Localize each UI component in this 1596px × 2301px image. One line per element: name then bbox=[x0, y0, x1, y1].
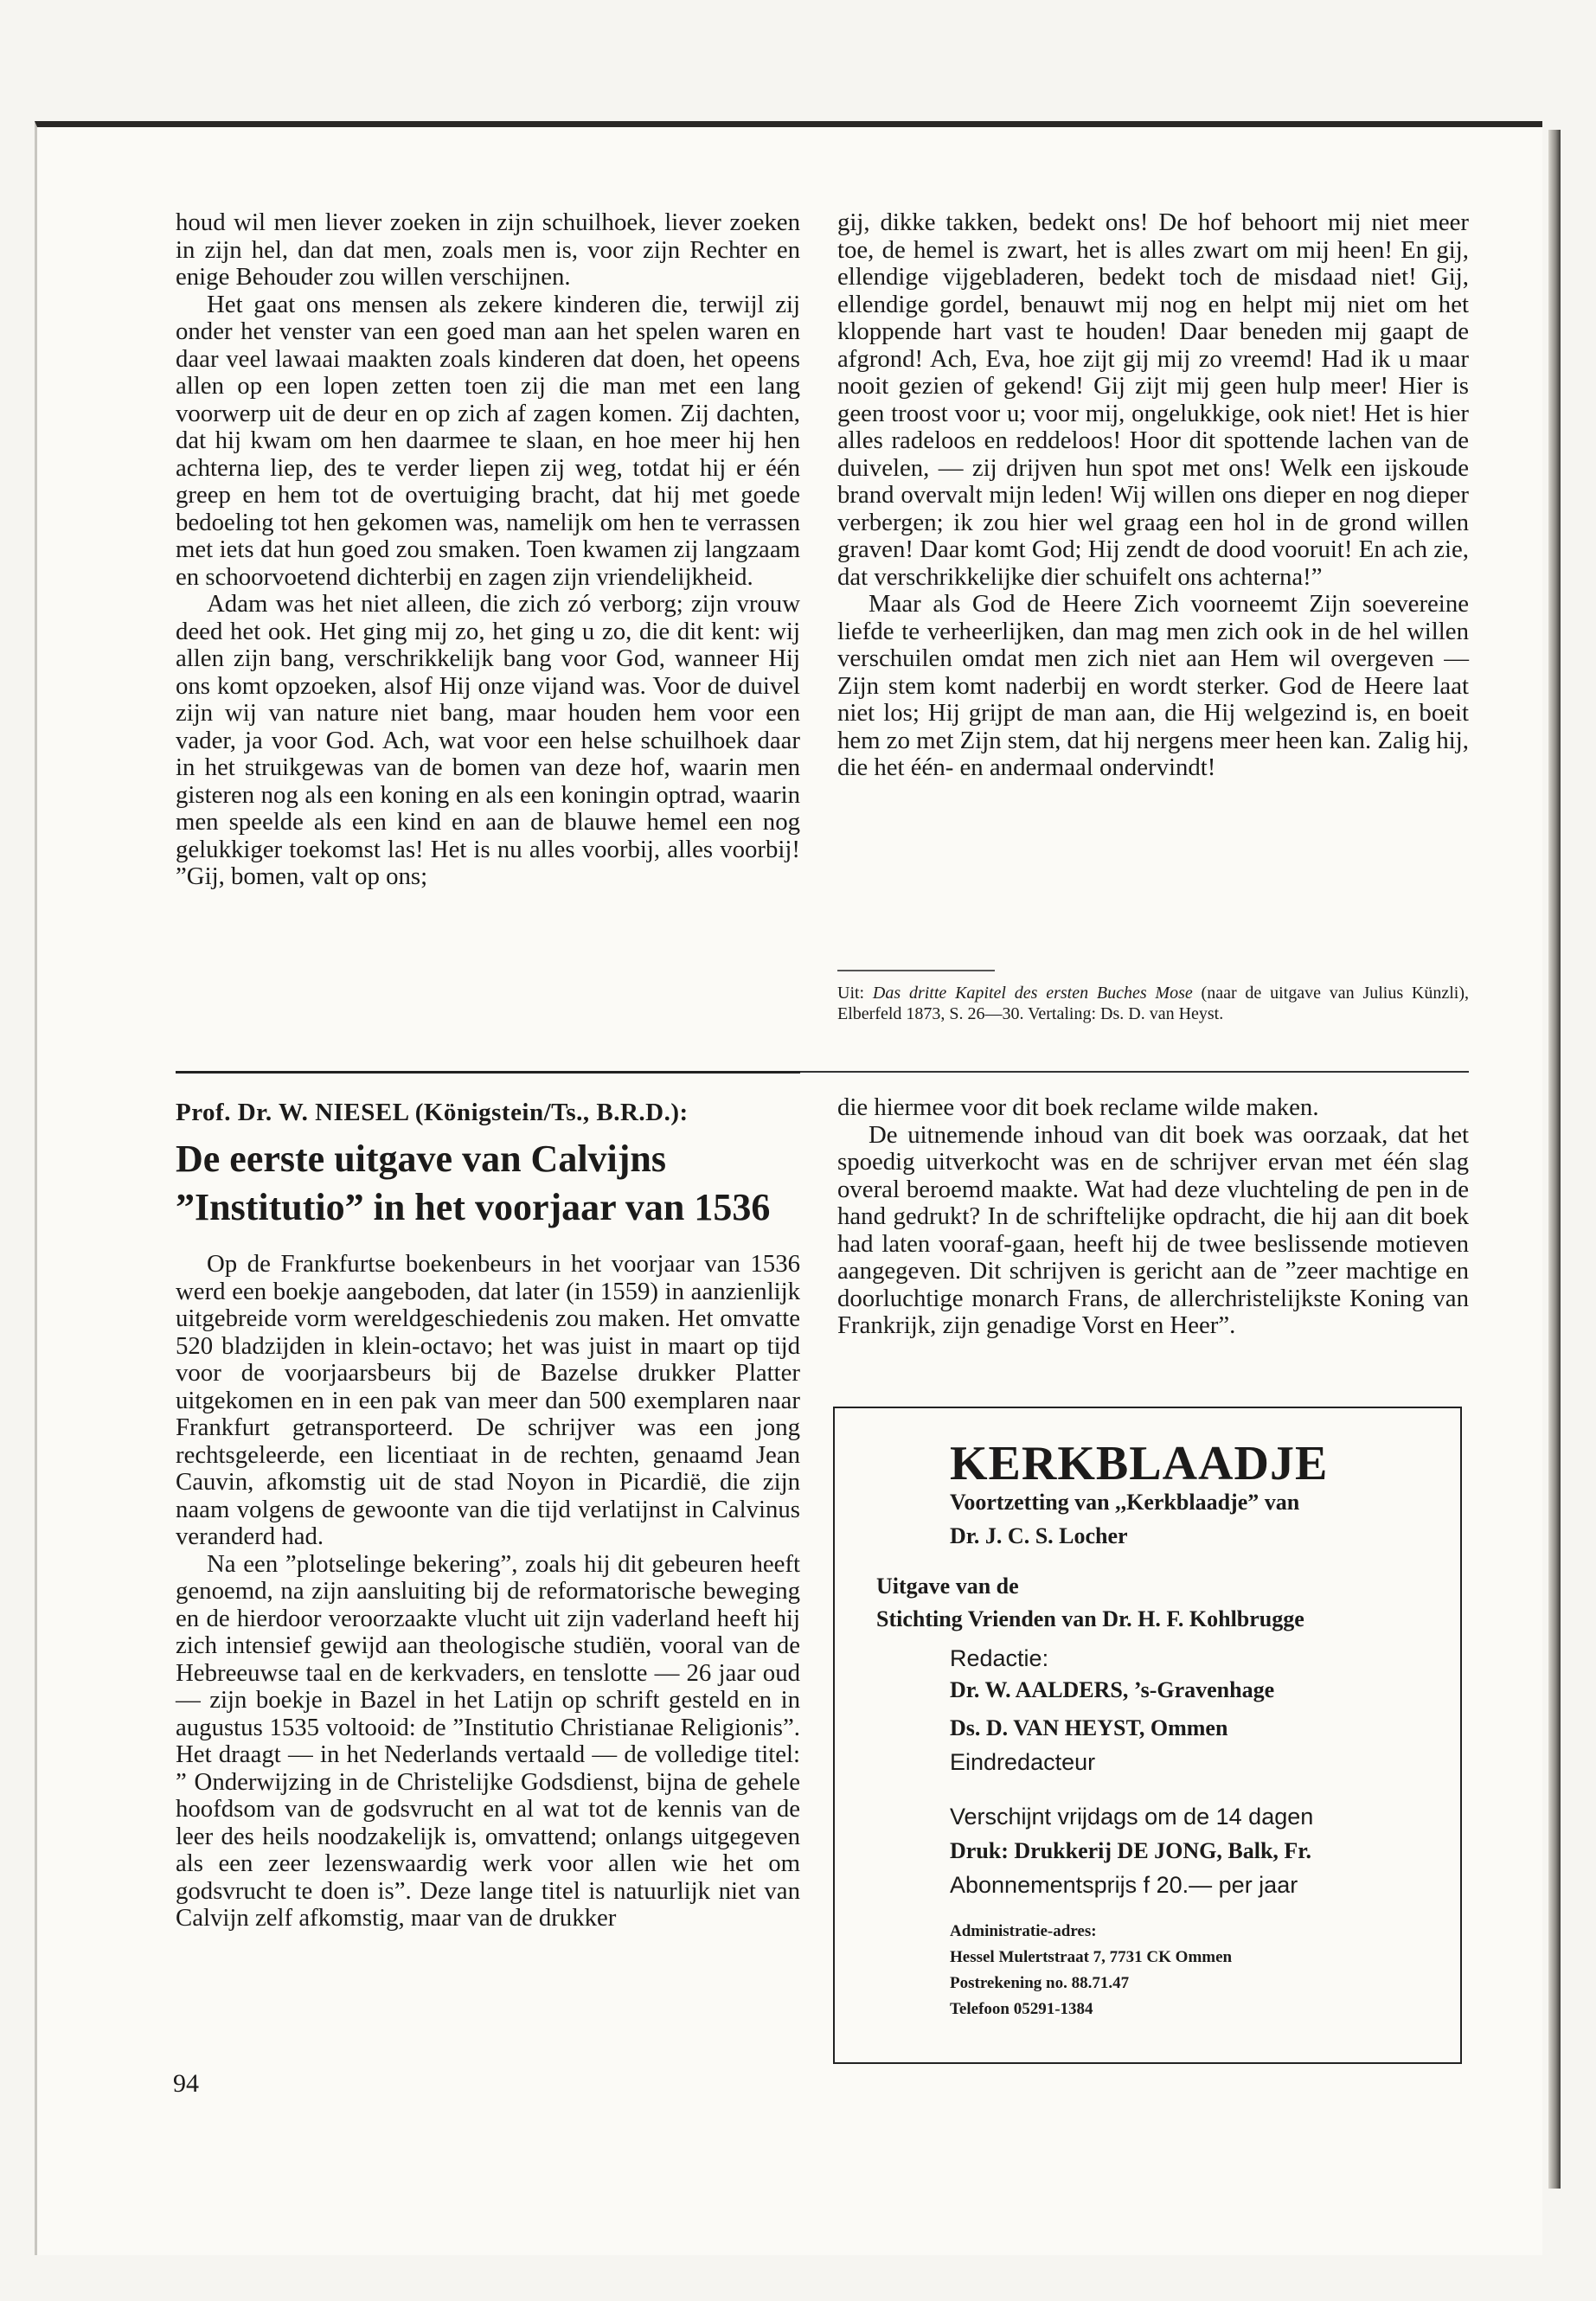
source-title: Das dritte Kapitel des ersten Buches Mose bbox=[872, 984, 1193, 1003]
paragraph: Na een ”plotselinge bekering”, zoals hij dit gebeuren heeft genoemd, na zijn aansluiting bij de reformatorische beweging en de hierdoor veroorzaakte vlucht uit zijn vaderland heeft hij zich intensief gewijd aan theologische studiën, vooral van de Hebreeuwse taal en de kerkvaders, en tenslotte — 26 jaar oud — zijn boekje in Bazel in het Latijn op schrift gesteld en in augustus 1535 voltooid: de ”Institutio Christianae Religionis”. Het draagt — in het Nederlands vertaald — de volledige titel: ” Onderwijzing in de Christelijke Godsdienst, bijna de gehele hoofdsom van de godsvrucht en al wat tot de kennis van de leer des heils noodzakelijk is, omvattend; onlangs uitgegeven als een zeer lezenswaardig werk voor allen wie het om godsvrucht te doen is”. Deze lange titel is natuurlijk niet van Calvijn zelf afkomstig, maar van de drukker bbox=[176, 1549, 800, 1932]
top-left-column bbox=[176, 209, 800, 891]
editorial-label: Redactie: bbox=[950, 1645, 1049, 1671]
paragraph: die hiermee voor dit boek reclame wilde maken. bbox=[837, 1093, 1319, 1121]
source-prefix: Uit: bbox=[837, 984, 873, 1003]
subscription-price: Abonnementsprijs f 20.— per jaar bbox=[950, 1872, 1298, 1898]
masthead-content bbox=[833, 1407, 1462, 2064]
source-note bbox=[837, 983, 1469, 1024]
paragraph: Op de Frankfurtse boekenbeurs in het voorjaar van 1536 werd een boekje aangeboden, dat later (in 1559) in aanzienlijk uitgebreide vorm wereldgeschiedenis zou maken. Het omvatte 520 bladzijden in klein-octavo; het was juist in maart op tijd voor de voorjaarsbeurs bij de Bazelse drukker Platter uitgekomen en in een pak van meer dan 500 exemplaren naar Frankfurt getransporteerd. De schrijver was een jong rechtsgeleerde, een licentiaat in de rechten, genaamd Jean Cauvin, afkomstig uit de stad Noyon in Picardië, die zijn naam volgens de gewoonte van die tijd verlatijnst in Calvinus veranderd had. bbox=[176, 1250, 800, 1550]
page-number: 94 bbox=[173, 2069, 199, 2098]
admin-label: Administratie-adres: bbox=[950, 1922, 1097, 1940]
paragraph: Adam was het niet alleen, die zich zó verborg; zijn vrouw deed het ook. Het ging mij zo, het ging u zo, die dit kent: wij allen zijn bang, verschrikkelijk bang voor God, wanneer Hij ons komt opzoeken, alsof Hij onze vijand was. Voor de duivel zijn wij van nature niet bang, maar houden hem voor een vader, ja voor God. Ach, wat voor een helse schuilhoek daar in het struikgewas van de bomen van deze hof, waarin men gisteren nog als een koning en als een koningin optrad, waarin men speelde als een kind en aan de blauwe hemel een nog gelukkiger toekomst las! Het is nu alles voorbij, alles voorbij! ”Gij, bomen, valt op ons; bbox=[176, 590, 800, 890]
paragraph: houd wil men liever zoeken in zijn schuilhoek, liever zoeken in zijn hel, dan dat men, zoals men is, voor zijn Rechter en enige Behouder zou willen verschijnen. bbox=[176, 208, 800, 291]
phone: Telefoon 05291-1384 bbox=[950, 2000, 1093, 2018]
paragraph: De uitnemende inhoud van dit boek was oorzaak, dat het spoedig uitverkocht was en de schrijver ervan met één slag overal beroemd maakte. Wat had deze vluchteling de pen in de hand gedrukt? In de schriftelijke opdracht, die hij aan dit boek had laten vooraf-gaan, heeft hij de twee beslissende motieven aangegeven. Dit schrijven is gericht aan de ”zeer machtige en doorluchtige monarch Frans, de allerchristelijkste Koning van Frankrijk, zijn genadige Vorst en Heer”. bbox=[837, 1120, 1469, 1339]
paragraph: gij, dikke takken, bedekt ons! De hof behoort mij niet meer toe, de hemel is zwart, het is alles zwart om mij heen! En gij, ellendige vijgebladeren, bedekt toch de misdaad niet! Gij, ellendige gordel, benauwt mij nog en helpt mij niet om het kloppende hart vast te houden! Daar beneden mij gaapt de afgrond! Ach, Eva, hoe zijt gij mij zo vreemd! Had ik u maar nooit gezien of gekend! Gij zijt mij geen hulp meer! Hier is geen troost voor u; voor mij, ongelukkige, ook niet! Het is hier alles radeloos en reddeloos! Hoor dit spottende lachen van de duivelen, — zij drijven hun spot met ons! Welk een ijskoude brand overvalt mijn leden! Wij willen ons dieper en nog dieper verbergen; ik zou hier wel graag een hol in de grond willen graven! Daar komt God; Hij zendt de dood vooruit! En ach zie, dat verschrikkelijke dier schuifelt ons achterna!” bbox=[837, 208, 1469, 591]
admin-address: Hessel Mulertstraat 7, 7731 CK Ommen bbox=[950, 1948, 1233, 1966]
masthead-subtitle: Voortzetting van ,,Kerkblaadje” van bbox=[950, 1490, 1300, 1515]
masthead-subtitle: Dr. J. C. S. Locher bbox=[950, 1523, 1128, 1548]
printer: Druk: Drukkerij DE JONG, Balk, Fr. bbox=[950, 1838, 1311, 1863]
paragraph: Het gaat ons mensen als zekere kinderen die, terwijl zij onder het venster van een goed man aan het spelen waren en daar veel lawaai maakten zoals kinderen dat doen, het opeens allen op een lopen zetten toen zij die man met een lang voorwerp uit de deur en op zich af zagen komen. Zij dachten, dat hij kwam om hen daarmee te slaan, en hoe meer hij hen achterna liep, des te verder liepen zij weg, totdat hij er één greep en hem tot de overtuiging bracht, dat hij met goede bedoeling tot hen gekomen was, namelijk om hen te verrassen met iets dat hun goed zou smaken. Toen kwamen zij langzaam en schoorvoetend dichterbij en zagen zijn vriendelijkheid. bbox=[176, 290, 800, 591]
editor: Ds. D. VAN HEYST, Ommen bbox=[950, 1715, 1228, 1740]
article-byline: Prof. Dr. W. NIESEL (Königstein/Ts., B.R.D.): bbox=[176, 1099, 689, 1126]
source-suffix: (naar de uitgave van Julius Künzli), Elberfeld 1873, S. 26—30. Vertaling: Ds. D. van Heyst. bbox=[837, 984, 1470, 1023]
paragraph: Maar als God de Heere Zich voorneemt Zijn soevereine liefde te verheerlijken, dan mag men zich ook in de hel willen verschuilen omdat men zich niet aan Hem wil overgeven — Zijn stem komt naderbij en wordt sterker. God de Heere laat niet los; Hij grijpt de man aan, die Hij welgezind is, en boeit hem zo met Zijn stem, dat hij nergens meer heen kan. Zalig hij, die het één- en andermaal ondervindt! bbox=[837, 590, 1469, 781]
page-edge-shadow bbox=[1548, 130, 1561, 2189]
final-editor-label: Eindredacteur bbox=[950, 1749, 1096, 1775]
bottom-right-column bbox=[837, 1094, 1469, 1340]
top-right-column bbox=[837, 209, 1469, 782]
article-title-line: ”Institutio” in het voorjaar van 1536 bbox=[176, 1186, 771, 1228]
editor: Dr. W. AALDERS, ’s-Gravenhage bbox=[950, 1677, 1275, 1702]
article-divider bbox=[176, 1071, 800, 1074]
masthead-title: KERKBLAADJE bbox=[950, 1437, 1329, 1490]
masthead-publisher: Uitgave van de bbox=[876, 1574, 1019, 1599]
article-title bbox=[176, 1135, 800, 1232]
postal-account: Postrekening no. 88.71.47 bbox=[950, 1974, 1130, 1992]
source-divider bbox=[837, 970, 995, 971]
article-title-line: De eerste uitgave van Calvijns bbox=[176, 1138, 667, 1180]
masthead-publisher: Stichting Vrienden van Dr. H. F. Kohlbrugge bbox=[876, 1606, 1304, 1631]
bottom-left-column bbox=[176, 1251, 800, 1932]
publication-frequency: Verschijnt vrijdags om de 14 dagen bbox=[950, 1804, 1314, 1830]
